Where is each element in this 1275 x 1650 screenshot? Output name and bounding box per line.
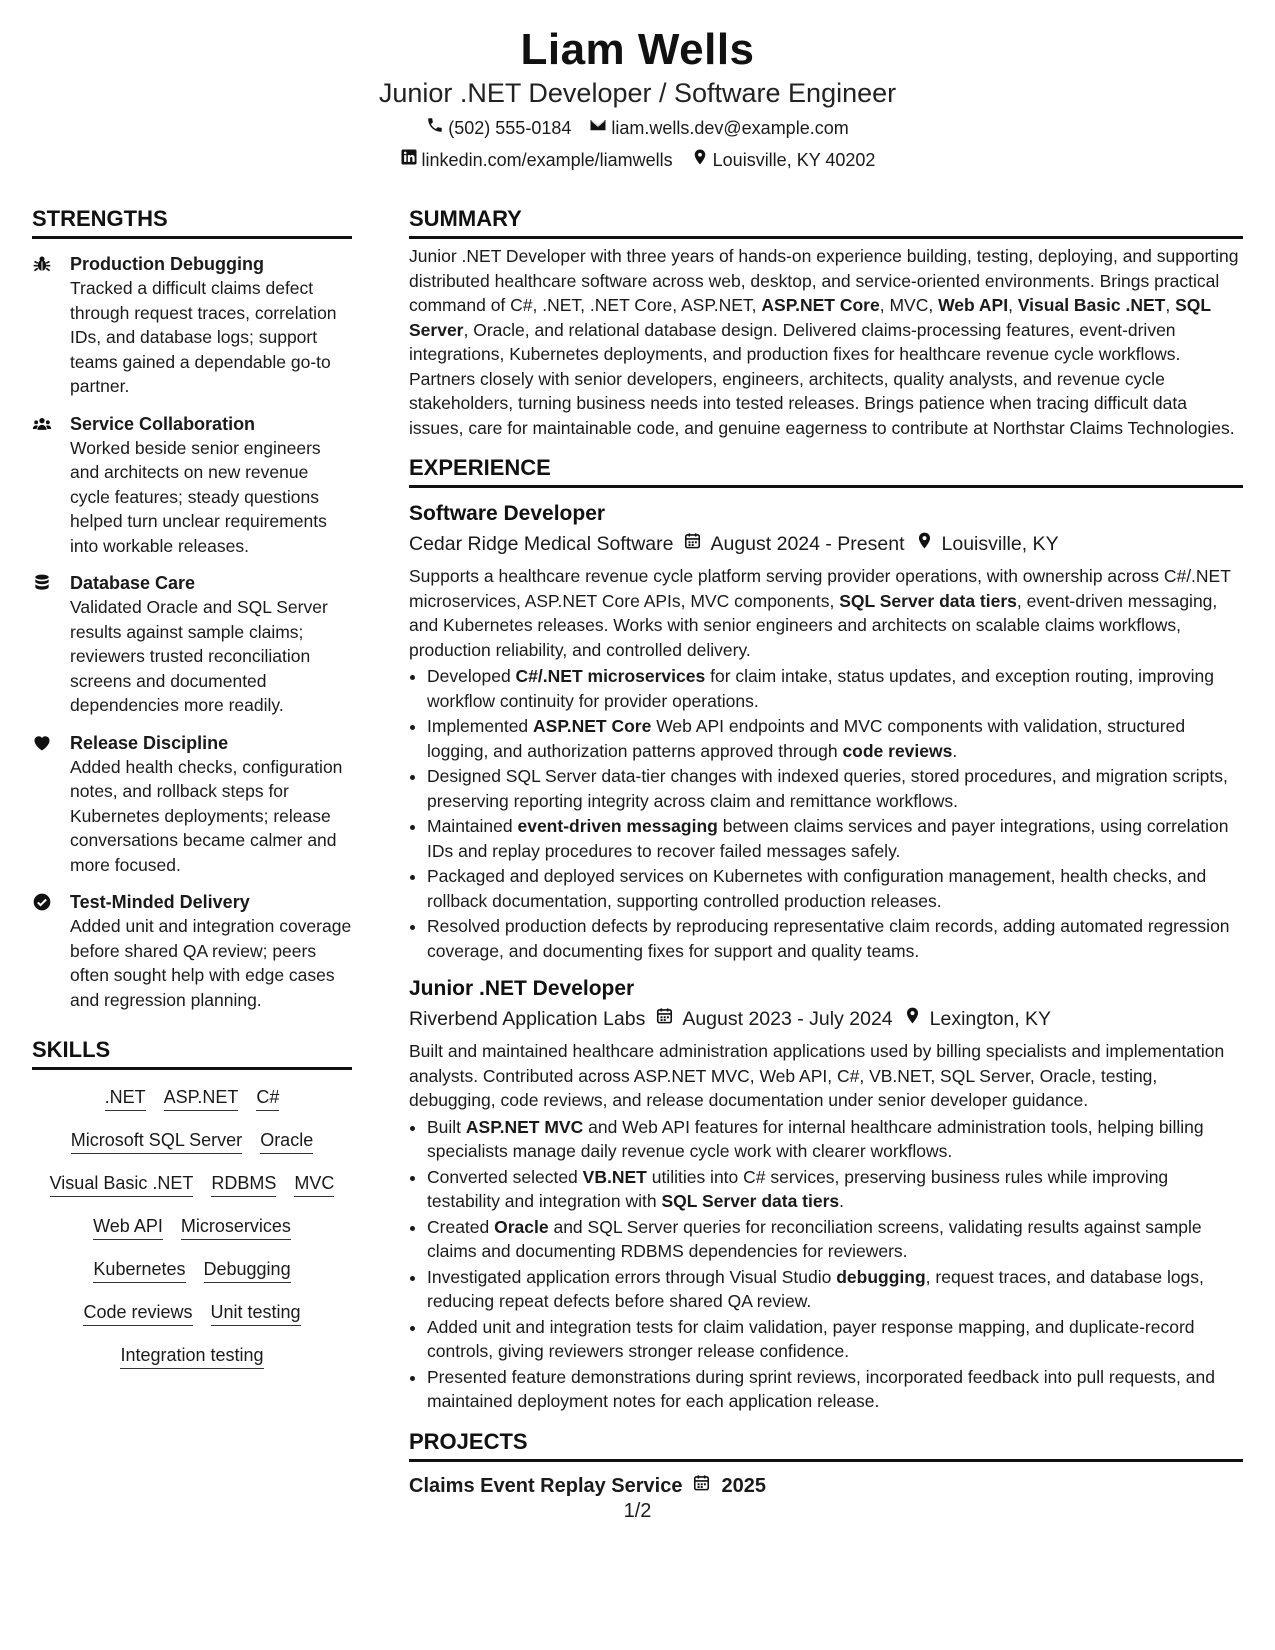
summary-highlight: SQL Server bbox=[409, 295, 1211, 340]
job-location bbox=[903, 1005, 1051, 1033]
bullet-item bbox=[427, 814, 1243, 863]
project-title: Claims Event Replay Service bbox=[409, 1474, 683, 1497]
bullet-segment: utilities into C# services, preserving business rules while improving testability and integration with bbox=[427, 1166, 1169, 1211]
database-icon bbox=[32, 571, 70, 718]
job-location-text: Lexington, KY bbox=[929, 1008, 1052, 1030]
intro-highlight: SQL Server data tiers bbox=[839, 590, 1017, 611]
summary-highlight: Web API bbox=[938, 295, 1009, 315]
skill-tag: Microservices bbox=[181, 1215, 291, 1240]
map-pin-icon bbox=[691, 148, 709, 172]
skill-row bbox=[32, 1172, 352, 1197]
skill-row bbox=[32, 1344, 352, 1369]
skill-tag: MVC bbox=[294, 1172, 334, 1197]
skill-tag: Oracle bbox=[260, 1129, 313, 1154]
summary-segment: , bbox=[1165, 295, 1176, 315]
calendar-icon bbox=[692, 1472, 711, 1500]
contact-line-1 bbox=[0, 116, 1275, 140]
bullet-highlight: ASP.NET MVC bbox=[465, 1116, 584, 1137]
contact-line-2 bbox=[0, 148, 1275, 172]
skill-tag: .NET bbox=[105, 1086, 146, 1111]
job-intro: Built and maintained healthcare administration applications used by billing specialists and implementation analysts. Contributed across ASP.NET MVC, Web API, C#, VB.NET, SQL Server, Oracle, testing, debugging, code reviews, and release documentation under senior developer guidance. bbox=[409, 1041, 1225, 1110]
skill-tag: Unit testing bbox=[211, 1301, 301, 1326]
bullet-segment: . bbox=[839, 1191, 845, 1211]
bullet-item: • Designed SQL Server data-tier changes with indexed queries, stored procedures, and migration scripts, preserving reporting integrity across claim and remittance workflows. bbox=[427, 764, 1243, 813]
email-contact[interactable] bbox=[589, 116, 848, 140]
skill-tag: RDBMS bbox=[211, 1172, 276, 1197]
bullet-item bbox=[427, 1215, 1243, 1264]
company-name: Cedar Ridge Medical Software bbox=[409, 533, 674, 555]
skill-row bbox=[32, 1215, 352, 1240]
strength-item bbox=[32, 731, 352, 878]
strength-item bbox=[32, 252, 352, 399]
bullet-item bbox=[427, 664, 1243, 713]
job-location bbox=[915, 530, 1059, 558]
phone-contact bbox=[426, 116, 571, 140]
job-dates bbox=[683, 530, 904, 558]
bug-icon bbox=[32, 252, 70, 399]
left-column bbox=[32, 205, 352, 1387]
bullet-item bbox=[427, 1115, 1243, 1164]
summary-segment: , MVC, bbox=[879, 295, 939, 315]
job-location-text: Louisville, KY bbox=[941, 533, 1059, 555]
strength-item bbox=[32, 571, 352, 718]
job-meta bbox=[409, 530, 1243, 558]
skill-tag: Debugging bbox=[204, 1258, 291, 1283]
bullet-highlight: ASP.NET Core bbox=[533, 716, 652, 736]
location-contact bbox=[691, 148, 876, 172]
envelope-icon bbox=[589, 116, 607, 140]
job-bullets bbox=[409, 1115, 1243, 1414]
experience-section bbox=[409, 454, 1243, 1414]
skill-tag: Visual Basic .NET bbox=[50, 1172, 194, 1197]
bullet-segment: Converted selected bbox=[427, 1166, 583, 1187]
summary-segment: Junior .NET Developer with three years of hands-on experience building, testing, deploying, and supporting distributed healthcare software across web, desktop, and service-oriented environments. Brings practical command of C#, .NET, .NET Core, ASP.NET, bbox=[409, 246, 1239, 315]
bullet-segment: and SQL Server queries for reconciliation screens, validating results against sample claims and documenting RDBMS dependencies for reviewers. bbox=[427, 1216, 1202, 1261]
bullet-segment: . bbox=[952, 740, 958, 761]
page-number: 1/2 bbox=[623, 1500, 652, 1522]
bullet-segment: Developed bbox=[427, 666, 516, 686]
strength-text: Tracked a difficult claims defect through request traces, correlation IDs, and database logs; support teams gained a dependable go-to partner. bbox=[70, 278, 337, 396]
intro-segment: Supports a healthcare revenue cycle platform serving provider operations, with ownership across C#/.NET microservices, ASP.NET Core APIs, MVC components, bbox=[409, 566, 1231, 611]
job-entry bbox=[409, 500, 1243, 963]
map-pin-icon bbox=[903, 1005, 922, 1033]
job-title: Junior .NET Developer bbox=[409, 977, 635, 1000]
bullet-highlight: code reviews bbox=[842, 740, 953, 761]
bullet-highlight: debugging bbox=[836, 1266, 926, 1287]
bullet-segment: , request traces, and database logs, reducing repeat defects before shared QA review. bbox=[427, 1266, 1204, 1311]
skill-tag: ASP.NET bbox=[164, 1086, 239, 1111]
phone-number: (502) 555-0184 bbox=[448, 118, 572, 138]
skill-tag: Integration testing bbox=[120, 1344, 263, 1369]
summary-heading: SUMMARY bbox=[409, 205, 1243, 239]
bullet-highlight: C#/.NET microservices bbox=[515, 666, 706, 686]
bullet-segment: Investigated application errors through Visual Studio bbox=[427, 1266, 837, 1287]
bullet-segment: Created bbox=[427, 1216, 495, 1237]
bullet-item bbox=[427, 714, 1243, 763]
job-intro bbox=[409, 564, 1243, 662]
bullet-segment: and Web API features for internal healthcare administration tools, helping billing specialists manage daily revenue cycle work with clearer workflows. bbox=[427, 1116, 1204, 1161]
strength-item bbox=[32, 890, 352, 1012]
strength-title: Database Care bbox=[70, 573, 196, 593]
strength-text: Added health checks, configuration notes, and rollback steps for Kubernetes deployments; release conversations became calmer and more focused. bbox=[70, 756, 343, 875]
bullet-segment: Built bbox=[427, 1116, 466, 1137]
skill-tag: Kubernetes bbox=[93, 1258, 185, 1283]
bullet-highlight: VB.NET bbox=[582, 1166, 647, 1187]
candidate-name: Liam Wells bbox=[520, 25, 755, 74]
strength-title: Test-Minded Delivery bbox=[70, 892, 250, 912]
project-year: 2025 bbox=[721, 1474, 766, 1497]
projects-heading: PROJECTS bbox=[409, 1428, 1243, 1462]
skill-tag: Code reviews bbox=[83, 1301, 192, 1326]
skill-row bbox=[32, 1301, 352, 1326]
location-text: Louisville, KY 40202 bbox=[712, 150, 876, 170]
skill-row bbox=[32, 1258, 352, 1283]
calendar-icon bbox=[683, 530, 702, 558]
bullet-item: • Packaged and deployed services on Kubernetes with configuration management, health checks, and rollback documentation, supporting controlled production releases. bbox=[427, 864, 1243, 913]
check-circle-icon bbox=[32, 890, 70, 1012]
bullet-highlight: SQL Server data tiers bbox=[661, 1191, 840, 1211]
project-entry bbox=[409, 1472, 1243, 1500]
projects-section bbox=[409, 1428, 1243, 1500]
strength-title: Production Debugging bbox=[70, 254, 264, 274]
linkedin-contact[interactable] bbox=[400, 148, 673, 172]
candidate-title: Junior .NET Developer / Software Engineer bbox=[378, 78, 897, 108]
strength-title: Service Collaboration bbox=[70, 413, 256, 434]
bullet-item: • Added unit and integration tests for claim validation, payer response mapping, and duplicate-record controls, giving reviewers stronger release confidence. bbox=[427, 1315, 1243, 1364]
resume-header bbox=[0, 22, 1275, 172]
bullet-item: • Resolved production defects by reproducing representative claim records, adding automated regression coverage, and documenting fixes for support and quality teams. bbox=[427, 914, 1243, 963]
summary-text bbox=[409, 244, 1243, 440]
summary-segment: , Oracle, and relational database design. Delivered claims-processing features, event-driven integrations, Kubernetes deployments, and production fixes for healthcare revenue cycle workflows. Partners closely with senior developers, engineers, architects, quality analysts, and revenue cycle stakeholders, turning business needs into tested releases. Brings patience when tracing difficult data issues, care for maintainable code, and genuine eagerness to contribute at Northstar Claims Technologies. bbox=[409, 319, 1235, 438]
bullet-segment: Implemented bbox=[427, 716, 534, 736]
strength-text: Added unit and integration coverage before shared QA review; peers often sought help with edge cases and regression planning. bbox=[70, 916, 352, 1010]
job-bullets bbox=[409, 664, 1243, 963]
skills-list bbox=[32, 1086, 352, 1369]
bullet-segment: Maintained bbox=[427, 816, 518, 836]
right-column bbox=[409, 205, 1243, 1500]
skill-tag: Web API bbox=[93, 1215, 163, 1240]
linkedin-icon bbox=[400, 148, 418, 172]
bullet-item bbox=[427, 1165, 1243, 1214]
email-address[interactable]: liam.wells.dev@example.com bbox=[611, 118, 849, 138]
bullet-segment: Web API endpoints and MVC components with validation, structured logging, and authorization patterns approved through bbox=[427, 716, 1186, 761]
strength-item bbox=[32, 412, 352, 559]
summary-segment: , bbox=[1008, 295, 1018, 315]
skills-heading: SKILLS bbox=[32, 1036, 352, 1070]
company-name: Riverbend Application Labs bbox=[409, 1008, 646, 1030]
summary-highlight: ASP.NET Core bbox=[761, 295, 880, 315]
map-pin-icon bbox=[915, 530, 934, 558]
strength-text: Validated Oracle and SQL Server results against sample claims; reviewers trusted reconciliation screens and documented dependencies more readily. bbox=[70, 597, 328, 715]
bullet-segment: for claim intake, status updates, and exception routing, improving workflow continuity for provider operations. bbox=[427, 666, 1214, 711]
users-icon bbox=[32, 412, 70, 559]
strength-title: Release Discipline bbox=[70, 732, 229, 753]
calendar-icon bbox=[655, 1005, 674, 1033]
job-meta bbox=[409, 1005, 1243, 1033]
job-date-range: August 2024 - Present bbox=[710, 533, 905, 555]
skill-tag: C# bbox=[256, 1086, 279, 1111]
bullet-highlight: Oracle bbox=[494, 1216, 549, 1237]
experience-heading: EXPERIENCE bbox=[409, 454, 1243, 488]
bullet-highlight: event-driven messaging bbox=[517, 816, 718, 836]
summary-highlight: Visual Basic .NET bbox=[1017, 295, 1166, 315]
bullet-item: • Presented feature demonstrations during sprint reviews, incorporated feedback into pull requests, and maintained deployment notes for each application release. bbox=[427, 1365, 1243, 1414]
heart-icon bbox=[32, 731, 70, 878]
skill-row bbox=[32, 1086, 352, 1111]
bullet-segment: between claims services and payer integrations, using correlation IDs and replay procedures to recover failed messages safely. bbox=[427, 816, 1229, 861]
skill-row bbox=[32, 1129, 352, 1154]
strength-text: Worked beside senior engineers and architects on new revenue cycle features; steady questions helped turn unclear requirements into workable releases. bbox=[70, 437, 327, 556]
skill-tag: Microsoft SQL Server bbox=[71, 1129, 242, 1154]
job-title: Software Developer bbox=[409, 502, 606, 525]
summary-section bbox=[409, 205, 1243, 440]
linkedin-url[interactable]: linkedin.com/example/liamwells bbox=[421, 150, 673, 170]
phone-icon bbox=[426, 116, 444, 140]
strengths-heading: STRENGTHS bbox=[32, 205, 352, 239]
job-date-range: August 2023 - July 2024 bbox=[682, 1008, 893, 1030]
bullet-item bbox=[427, 1265, 1243, 1314]
job-dates bbox=[655, 1005, 892, 1033]
intro-segment: , event-driven messaging, and Kubernetes releases. Works with senior engineers and architects on scalable claims workflows, production reliability, and controlled delivery. bbox=[409, 590, 1218, 660]
job-entry bbox=[409, 975, 1243, 1414]
